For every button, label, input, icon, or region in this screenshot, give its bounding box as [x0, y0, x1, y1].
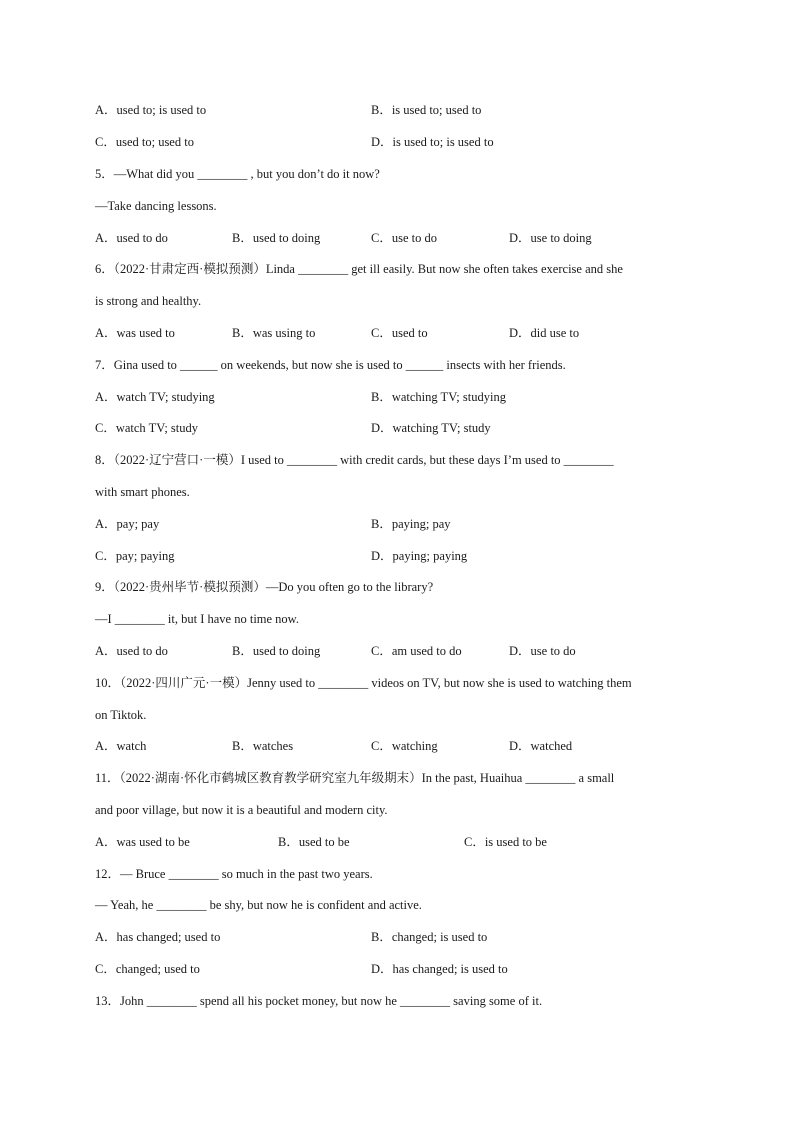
q10-option-b: B．watches: [232, 739, 294, 753]
q7-option-b: B．watching TV; studying: [371, 390, 506, 404]
q10-stem-line2: on Tiktok.: [95, 708, 147, 722]
q9-option-b: B．used to doing: [232, 644, 321, 658]
q11-option-b: B．used to be: [278, 835, 350, 849]
q11-option-c: C．is used to be: [464, 835, 547, 849]
q4-option-a: A．used to; is used to: [95, 103, 207, 117]
q6-option-c: C．used to: [371, 326, 428, 340]
q10-option-d: D．watched: [509, 739, 573, 753]
q11-stem-line2: and poor village, but now it is a beautiful and modern city.: [95, 803, 388, 817]
q4-option-c: C．used to; used to: [95, 135, 194, 149]
q5-option-a: A．used to do: [95, 231, 168, 245]
q8-stem-line1: 8．（2022·辽宁营口·一模）I used to ________ with credit cards, but these days I’m used to ________: [95, 453, 614, 467]
q11-stem-line1: 11．（2022·湖南·怀化市鹤城区教育教学研究室九年级期末）In the past, Huaihua ________ a small: [95, 771, 615, 785]
q6-stem-line2: is strong and healthy.: [95, 294, 202, 308]
q7-option-a: A．watch TV; studying: [95, 390, 215, 404]
q12-option-b: B．changed; is used to: [371, 930, 488, 944]
q5-option-b: B．used to doing: [232, 231, 321, 245]
q10-option-c: C．watching: [371, 739, 438, 753]
q9-option-d: D．use to do: [509, 644, 576, 658]
q5-stem: 5．—What did you ________ , but you don’t do it now?: [95, 167, 380, 181]
q5-option-c: C．use to do: [371, 231, 437, 245]
q8-option-d: D．paying; paying: [371, 549, 468, 563]
q8-option-b: B．paying; pay: [371, 517, 451, 531]
q10-stem-line1: 10．（2022·四川广元·一模）Jenny used to ________ videos on TV, but now she is used to watching them: [95, 676, 632, 690]
q5-option-d: D．use to doing: [509, 231, 592, 245]
q8-stem-line2: with smart phones.: [95, 485, 190, 499]
q12-reply: — Yeah, he ________ be shy, but now he is confident and active.: [95, 898, 422, 912]
q7-option-c: C．watch TV; study: [95, 421, 199, 435]
q4-option-b: B．is used to; used to: [371, 103, 482, 117]
q9-option-a: A．used to do: [95, 644, 168, 658]
q8-option-c: C．pay; paying: [95, 549, 175, 563]
q6-option-b: B．was using to: [232, 326, 316, 340]
q12-option-d: D．has changed; is used to: [371, 962, 508, 976]
q12-option-a: A．has changed; used to: [95, 930, 221, 944]
q13-stem: 13．John ________ spend all his pocket money, but now he ________ saving some of it.: [95, 994, 543, 1008]
q12-stem: 12．— Bruce ________ so much in the past two years.: [95, 867, 373, 881]
q9-option-c: C．am used to do: [371, 644, 462, 658]
q7-stem: 7．Gina used to ______ on weekends, but now she is used to ______ insects with her friends.: [95, 358, 566, 372]
q6-option-a: A．was used to: [95, 326, 175, 340]
q6-stem-line1: 6．（2022·甘肃定西·模拟预测）Linda ________ get ill easily. But now she often takes exercise and she: [95, 262, 623, 276]
q10-option-a: A．watch: [95, 739, 147, 753]
q12-option-c: C．changed; used to: [95, 962, 200, 976]
q6-option-d: D．did use to: [509, 326, 580, 340]
q8-option-a: A．pay; pay: [95, 517, 160, 531]
q4-option-d: D．is used to; is used to: [371, 135, 494, 149]
q5-reply: —Take dancing lessons.: [95, 199, 217, 213]
q9-stem: 9．（2022·贵州毕节·模拟预测）—Do you often go to the library?: [95, 580, 434, 594]
q9-reply: —I ________ it, but I have no time now.: [95, 612, 300, 626]
q11-option-a: A．was used to be: [95, 835, 190, 849]
q7-option-d: D．watching TV; study: [371, 421, 491, 435]
